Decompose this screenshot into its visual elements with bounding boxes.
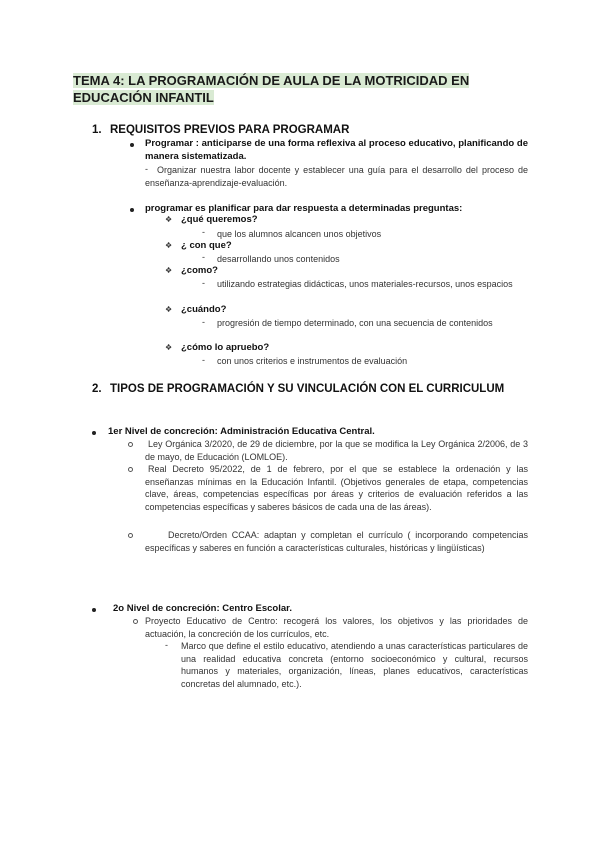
section-1-title: REQUISITOS PREVIOS PARA PROGRAMAR: [110, 124, 350, 136]
bullet-dot: [130, 208, 134, 212]
diamond-bullet-icon: ❖: [165, 266, 173, 275]
answer-3: utilizando estrategias didácticas, unos materiales-recursos, unos espacios: [217, 279, 513, 289]
programar-subpoint: Organizar nuestra labor docente y establecer una guía para el desarrollo del proceso de enseñanza-aprendizaje-evaluación.: [145, 165, 528, 188]
section-1-number: 1.: [92, 124, 102, 136]
section-1-heading: [92, 124, 349, 136]
bullet-dot: [130, 143, 134, 147]
question-2: ¿ con que?: [181, 240, 232, 251]
dash-marker: -: [165, 640, 168, 650]
bullet-dot: [92, 431, 96, 435]
level-1-heading: 1er Nivel de concreción: Administración Educativa Central.: [108, 426, 375, 437]
document-title: [73, 72, 527, 106]
title-line-2: EDUCACIÓN INFANTIL: [73, 90, 214, 105]
diamond-bullet-icon: ❖: [165, 343, 173, 352]
level-1-item-lomloe: Ley Orgánica 3/2020, de 29 de diciembre, por la que se modifica la Ley Orgánica 2/2006, de 3 de mayo, de Educación (LOMLOE).: [145, 439, 528, 462]
dash-marker: -: [202, 317, 205, 327]
circle-bullet-icon: [133, 619, 138, 624]
planificar-statement: programar es planificar para dar respuesta a determinadas preguntas:: [145, 203, 463, 214]
dash-marker: -: [202, 355, 205, 365]
question-1: ¿qué queremos?: [181, 214, 258, 225]
diamond-bullet-icon: ❖: [165, 215, 173, 224]
section-2-number: 2.: [92, 383, 102, 395]
circle-bullet-icon: [128, 442, 133, 447]
level-1-item-real-decreto: Real Decreto 95/2022, de 1 de febrero, por el que se establece la ordenación y las enseñanzas mínimas en la Educación Infantil. (Objetivos generales de etapa, competencias clave, áreas, competencias específicas por áreas y criterios de evaluación referidos a las competencias específicas y saberes básicos de cada una de las áreas).: [145, 464, 528, 512]
circle-bullet-icon: [128, 533, 133, 538]
circle-bullet-icon: [128, 467, 133, 472]
level-2-heading: 2o Nivel de concreción: Centro Escolar.: [113, 603, 292, 614]
dash-marker: -: [202, 227, 205, 237]
level-2-item-pec: Proyecto Educativo de Centro: recogerá los valores, los objetivos y las prioridades de actuación, la concreción de los currículos, etc.: [145, 616, 528, 639]
answer-4: progresión de tiempo determinado, con una secuencia de contenidos: [217, 318, 493, 328]
programar-definition: Programar : anticiparse de una forma reflexiva al proceso educativo, planificando de manera sistematizada.: [145, 138, 528, 162]
level-2-subitem-marco: Marco que define el estilo educativo, atendiendo a unas características particulares de una realidad educativa concreta (entorno socioeconómico y cultural, recursos humanos y materiales, organización, líneas, planes educativos, características concretas del alumnado, etc.).: [181, 641, 528, 689]
diamond-bullet-icon: ❖: [165, 241, 173, 250]
answer-2: desarrollando unos contenidos: [217, 254, 340, 264]
question-3: ¿como?: [181, 265, 218, 276]
section-2-heading: [92, 383, 504, 395]
question-5: ¿cómo lo apruebo?: [181, 342, 270, 353]
question-4: ¿cuándo?: [181, 304, 227, 315]
bullet-dot: [92, 608, 96, 612]
level-1-item-decreto-ccaa: Decreto/Orden CCAA: adaptan y completan el currículo ( incorporando competencias específicas y saberes en función a características culturales, históricas y lingüísticas): [145, 530, 528, 553]
section-2-title: TIPOS DE PROGRAMACIÓN Y SU VINCULACIÓN CON EL CURRICULUM: [110, 383, 505, 395]
dash-marker: -: [202, 252, 205, 262]
answer-5: con unos criterios e instrumentos de evaluación: [217, 356, 408, 366]
title-line-1: TEMA 4: LA PROGRAMACIÓN DE AULA DE LA MOTRICIDAD EN: [73, 73, 470, 88]
diamond-bullet-icon: ❖: [165, 305, 173, 314]
answer-1: que los alumnos alcancen unos objetivos: [217, 229, 382, 239]
dash-marker: -: [145, 164, 148, 174]
dash-marker: -: [202, 278, 205, 288]
